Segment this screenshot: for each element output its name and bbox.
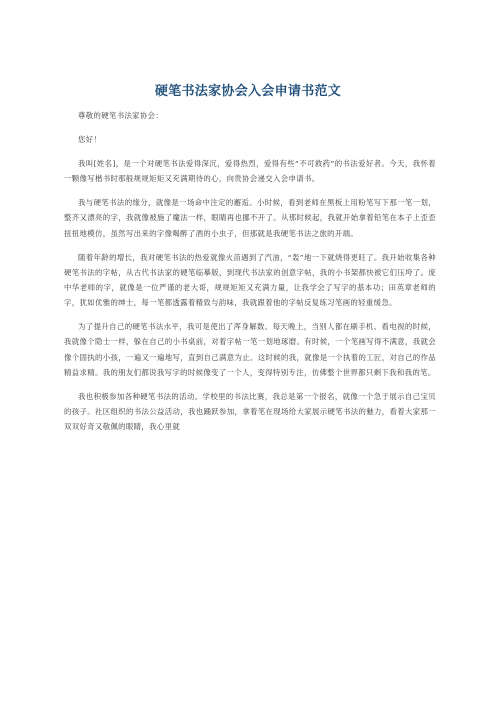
document-body (64, 108, 436, 443)
paragraph-growth: 随着年龄的增长，我对硬笔书法的热爱就像火苗遇到了汽油，“轰”地一下就烧得更旺了。我开始收集各种硬笔书法的字帖，从古代书法家的硬笔临摹版，到现代书法家的创意字帖，我的小书架都快被它们压垮了。庞中华老师的字，就像是一位严谨的老大哥，规规矩矩又充满力量，让我学会了写字的基本功；田英章老师的字，犹如优雅的绅士，每一笔都透露着精致与韵味，我就跟着他的字帖反复练习笔画的轻重缓急。 (64, 252, 436, 308)
salutation: 尊敬的硬笔书法家协会： (78, 111, 164, 120)
greeting: 您好！ (78, 135, 102, 144)
paragraph-origin: 我与硬笔书法的缘分，就像是一场命中注定的邂逅。小时候，看到老师在黑板上用粉笔写下那一笔一划，整齐又漂亮的字，我就像被施了魔法一样，眼睛再也挪不开了。从那时候起，我就开始拿着铅笔在本子上歪歪扭扭地模仿，虽然写出来的字像喝醉了酒的小虫子，但那就是我硬笔书法之旅的开端。 (64, 198, 436, 238)
paragraph-intro: 我叫[姓名]，是一个对硬笔书法爱得深沉，爱得热烈，爱得有些“不可救药”的书法爱好者。今天，我怀着一颗像写楷书时那般规规矩矩又充满期待的心，向贵协会递交入会申请书。 (64, 159, 436, 184)
paragraph-activities: 我也积极参加各种硬笔书法的活动。学校里的书法比赛，我总是第一个报名，就像一个急于展示自己宝贝的孩子。社区组织的书法公益活动，我也踊跃参加，拿着笔在现场给大家展示硬笔书法的魅力，看着大家那一双双好奇又敬佩的眼睛，我心里就 (64, 391, 436, 432)
document-title: 硬笔书法家协会入会申请书范文 (154, 84, 342, 99)
paragraph-practice: 为了提升自己的硬笔书法水平，我可是使出了浑身解数。每天晚上，当别人都在刷手机、看电视的时候，我就像个隐士一样，躲在自己的小书桌前，对着字帖一笔一划地琢磨。有时候，一个笔画写得不满意，我就会像个固执的小孩，一遍又一遍地写，直到自己满意为止。这时候的我，就像是一个执着的工匠，对自己的作品精益求精。我的朋友们都说我写字的时候像变了一个人，变得特别专注，仿佛整个世界都只剩下我和我的笔。 (64, 322, 436, 377)
